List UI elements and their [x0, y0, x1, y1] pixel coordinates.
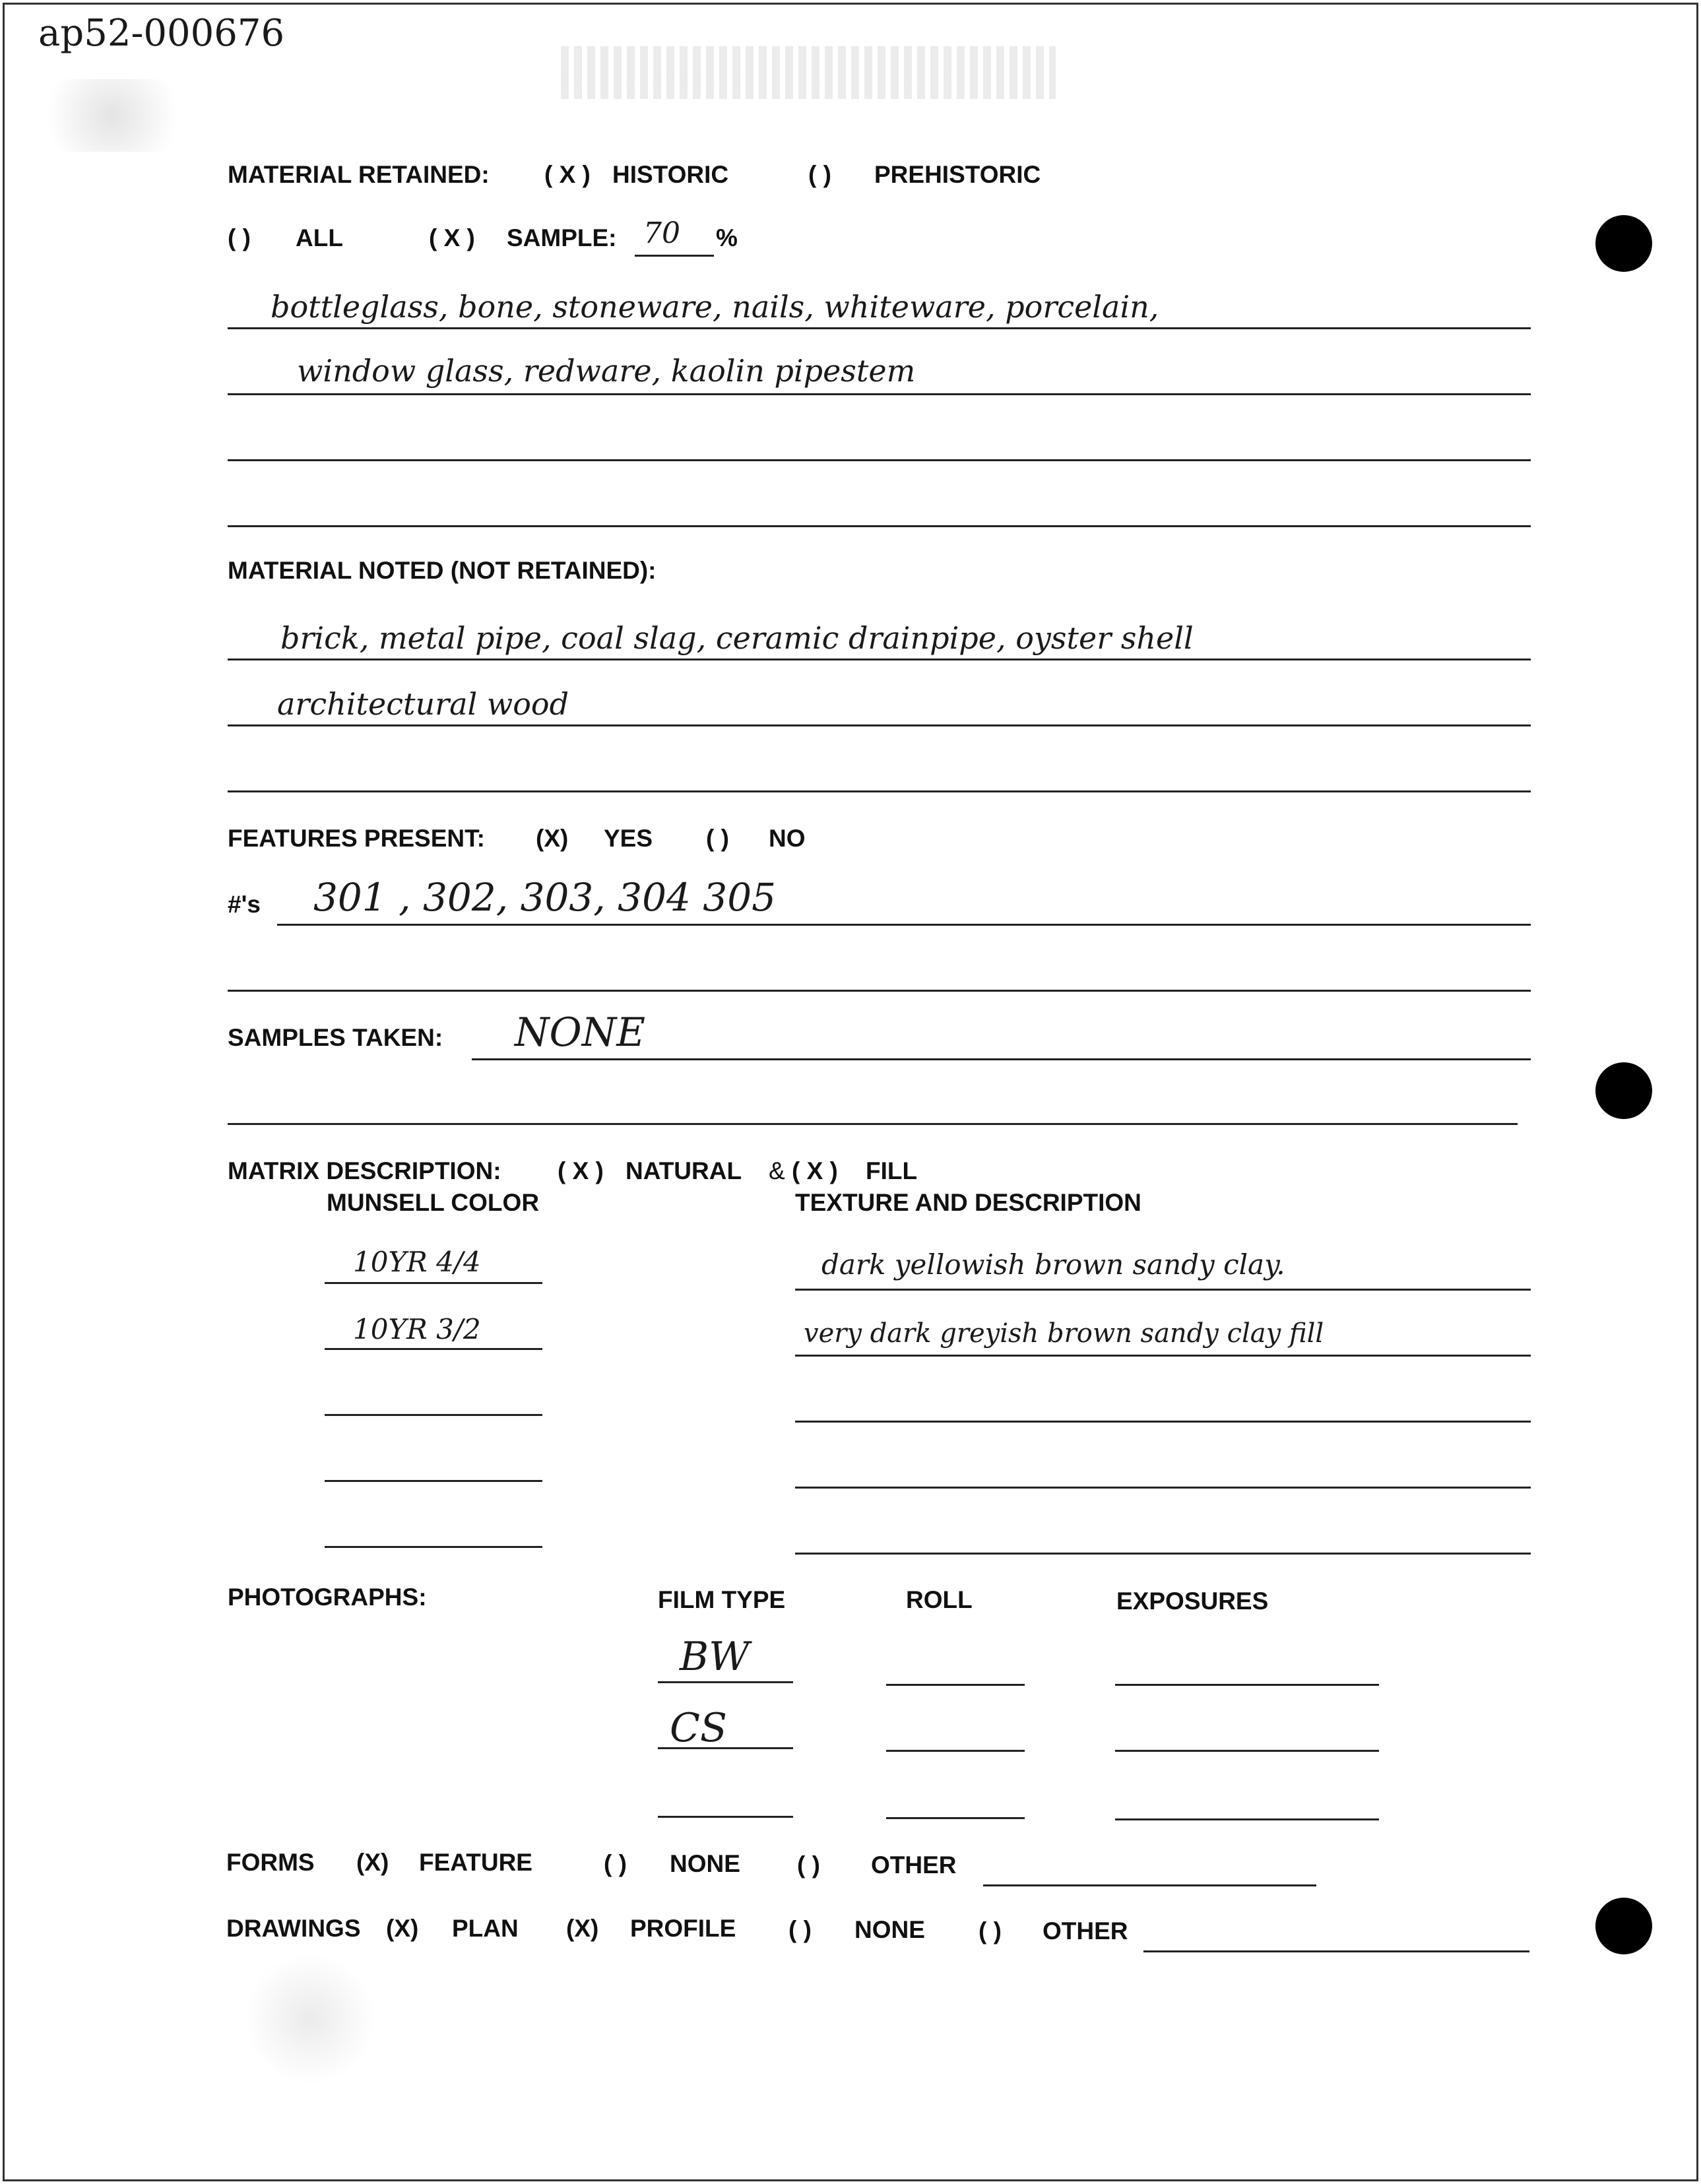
drawings-label: DRAWINGS [226, 1915, 361, 1942]
drawings-other-checkbox[interactable]: ( ) [979, 1917, 1002, 1944]
features-rule-2 [228, 990, 1531, 992]
sample-label: SAMPLE: [507, 224, 617, 251]
texture-row-1[interactable]: dark yellowish brown sandy clay. [821, 1248, 1285, 1281]
material-retained-label: MATERIAL RETAINED: [228, 161, 490, 188]
forms-other-checkbox[interactable]: ( ) [797, 1851, 820, 1879]
feature-numbers-value[interactable]: 301 , 302, 303, 304 305 [313, 875, 777, 920]
material-noted-line-1[interactable]: brick, metal pipe, coal slag, ceramic drainpipe, oyster shell [280, 620, 1194, 656]
prehistoric-checkbox[interactable]: ( ) [808, 161, 831, 188]
photographs-label: PHOTOGRAPHS: [228, 1584, 427, 1611]
forms-other-label: OTHER [871, 1851, 957, 1879]
exposures-rule-3 [1115, 1818, 1379, 1820]
texture-description-header: TEXTURE AND DESCRIPTION [795, 1189, 1141, 1216]
material-retained-rule-4 [228, 525, 1531, 527]
fill-checkbox[interactable]: ( X ) [792, 1157, 838, 1184]
munsell-rule-4 [325, 1480, 542, 1482]
roll-rule-1 [886, 1684, 1025, 1686]
roll-header: ROLL [906, 1586, 973, 1613]
sample-percent-value[interactable]: 70 [643, 216, 680, 250]
historic-label: HISTORIC [612, 161, 729, 188]
forms-none-checkbox[interactable]: ( ) [604, 1850, 627, 1877]
munsell-color-header: MUNSELL COLOR [327, 1189, 540, 1216]
film-type-rule-2 [658, 1747, 793, 1749]
matrix-description-label: MATRIX DESCRIPTION: [228, 1157, 501, 1184]
all-checkbox[interactable]: ( ) [228, 224, 251, 251]
texture-row-2[interactable]: very dark greyish brown sandy clay fill [804, 1318, 1324, 1349]
prehistoric-label: PREHISTORIC [874, 161, 1041, 188]
material-noted-label: MATERIAL NOTED (NOT RETAINED): [228, 557, 657, 584]
drawings-profile-label: PROFILE [630, 1915, 736, 1942]
samples-taken-value[interactable]: NONE [515, 1010, 645, 1056]
illegible-stamp [561, 46, 1056, 99]
drawings-other-label: OTHER [1043, 1917, 1128, 1944]
features-yes-checkbox[interactable]: (X) [536, 825, 569, 852]
features-present-label: FEATURES PRESENT: [228, 825, 485, 852]
samples-taken-rule [472, 1058, 1531, 1060]
exposures-header: EXPOSURES [1116, 1588, 1269, 1615]
drawings-none-checkbox[interactable]: ( ) [788, 1916, 812, 1943]
film-type-header: FILM TYPE [658, 1586, 786, 1613]
forms-none-label: NONE [670, 1850, 740, 1877]
roll-rule-2 [886, 1750, 1025, 1752]
illegible-stamp-left [26, 79, 198, 152]
film-type-row-2[interactable]: CS [670, 1705, 728, 1751]
samples-rule-2 [228, 1123, 1518, 1125]
material-noted-rule-3 [228, 790, 1531, 792]
document-id: ap52-000676 [38, 12, 285, 55]
drawings-none-label: NONE [854, 1916, 925, 1943]
munsell-row-1[interactable]: 10YR 4/4 [353, 1246, 481, 1278]
material-retained-rule-3 [228, 459, 1531, 461]
forms-feature-checkbox[interactable]: (X) [356, 1849, 389, 1876]
sample-percent-line [635, 255, 714, 257]
film-type-row-1[interactable]: BW [680, 1634, 750, 1680]
natural-fill-ampersand: & [769, 1157, 785, 1184]
film-type-rule-1 [658, 1681, 793, 1683]
texture-rule-2 [795, 1355, 1531, 1357]
scan-speckle [244, 1953, 376, 2085]
munsell-rule-2 [325, 1348, 542, 1350]
samples-taken-label: SAMPLES TAKEN: [228, 1024, 443, 1051]
punch-hole-bottom [1595, 1898, 1652, 1954]
munsell-rule-3 [325, 1414, 542, 1416]
forms-label: FORMS [226, 1849, 315, 1876]
material-noted-rule-2 [228, 724, 1531, 726]
exposures-rule-2 [1115, 1750, 1379, 1752]
drawings-plan-checkbox[interactable]: (X) [386, 1915, 419, 1942]
forms-other-rule [983, 1884, 1316, 1886]
munsell-rule-1 [325, 1282, 542, 1284]
punch-hole-top [1595, 215, 1652, 272]
drawings-profile-checkbox[interactable]: (X) [566, 1915, 599, 1942]
material-retained-rule-2 [228, 393, 1531, 395]
feature-numbers-label: #'s [228, 891, 261, 918]
forms-feature-label: FEATURE [419, 1849, 532, 1876]
drawings-other-rule [1143, 1950, 1529, 1952]
features-yes-label: YES [604, 825, 653, 852]
material-retained-line-2[interactable]: window glass, redware, kaolin pipestem [297, 353, 916, 389]
natural-label: NATURAL [626, 1157, 742, 1184]
drawings-plan-label: PLAN [452, 1915, 519, 1942]
sample-percent-unit: % [716, 224, 738, 251]
all-label: ALL [296, 224, 343, 251]
texture-rule-4 [795, 1487, 1531, 1489]
sample-checkbox[interactable]: ( X ) [429, 224, 475, 251]
film-type-rule-3 [658, 1816, 793, 1818]
roll-rule-3 [886, 1817, 1025, 1819]
material-retained-rule-1 [228, 327, 1531, 329]
features-no-label: NO [769, 825, 806, 852]
fill-label: FILL [866, 1157, 918, 1184]
exposures-rule-1 [1115, 1684, 1379, 1686]
material-noted-line-2[interactable]: architectural wood [277, 686, 569, 722]
features-no-checkbox[interactable]: ( ) [706, 825, 729, 852]
feature-numbers-rule [277, 924, 1531, 926]
texture-rule-3 [795, 1421, 1531, 1423]
historic-checkbox[interactable]: ( X ) [544, 161, 591, 188]
munsell-rule-5 [325, 1546, 542, 1548]
texture-rule-5 [795, 1553, 1531, 1555]
material-noted-rule-1 [228, 658, 1531, 660]
natural-checkbox[interactable]: ( X ) [558, 1157, 604, 1184]
texture-rule-1 [795, 1289, 1531, 1291]
punch-hole-middle [1595, 1062, 1652, 1119]
material-retained-line-1[interactable]: bottleglass, bone, stoneware, nails, whiteware, porcelain, [271, 289, 1159, 325]
munsell-row-2[interactable]: 10YR 3/2 [353, 1313, 481, 1345]
